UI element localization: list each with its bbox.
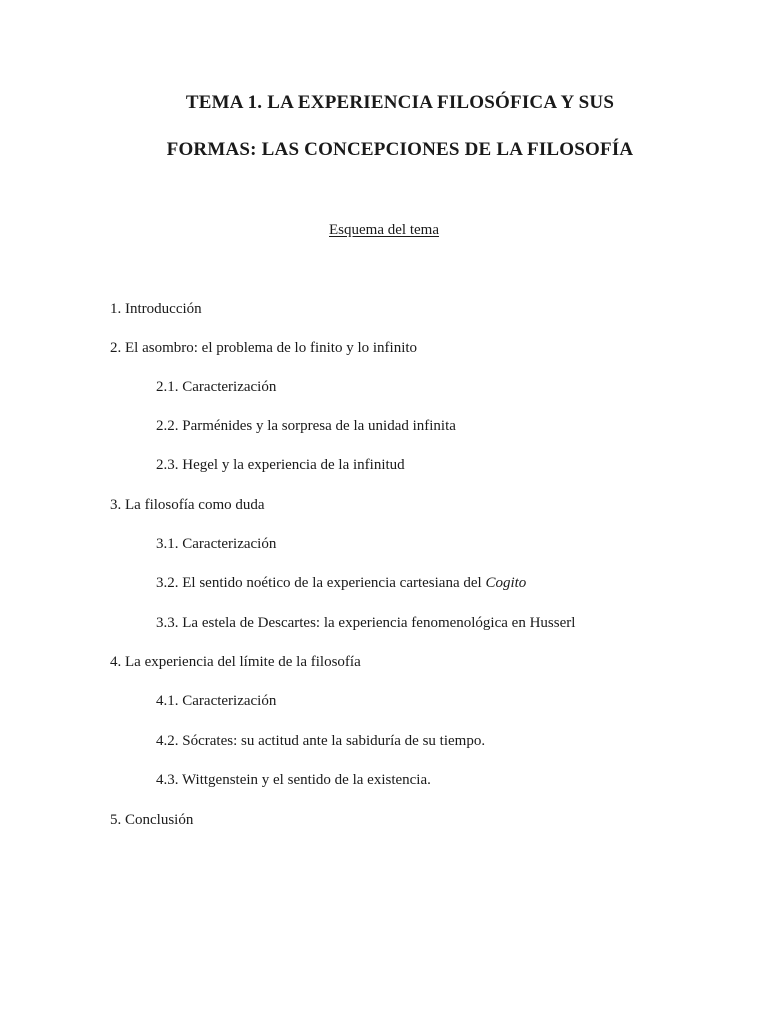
outline-subitem xyxy=(156,575,526,592)
outline-subitem: 2.1. Caracterización xyxy=(156,379,277,395)
outline-subitem: 2.3. Hegel y la experiencia de la infinitud xyxy=(156,457,405,473)
document-title-line-2: FORMAS: LAS CONCEPCIONES DE LA FILOSOFÍA xyxy=(166,139,634,160)
outline-heading-text: Esquema del tema xyxy=(329,222,439,238)
document-title-line-1: TEMA 1. LA EXPERIENCIA FILOSÓFICA Y SUS xyxy=(185,92,615,113)
outline-item: 3. La filosofía como duda xyxy=(110,497,265,513)
outline-item: 5. Conclusión xyxy=(110,812,194,828)
outline-item: 4. La experiencia del límite de la filosofía xyxy=(110,654,361,670)
outline-subitem: 3.1. Caracterización xyxy=(156,536,277,552)
outline-subitem: 4.1. Caracterización xyxy=(156,693,277,709)
outline-item: 2. El asombro: el problema de lo finito y lo infinito xyxy=(110,340,418,356)
outline-subitem-text: 3.2. El sentido noético de la experiencia cartesiana del xyxy=(156,575,486,591)
outline-subitem-emphasis: Cogito xyxy=(485,575,527,591)
outline-subitem: 4.2. Sócrates: su actitud ante la sabiduría de su tiempo. xyxy=(156,733,486,749)
outline-subitem: 4.3. Wittgenstein y el sentido de la existencia. xyxy=(156,772,431,788)
outline-subitem: 3.3. La estela de Descartes: la experiencia fenomenológica en Husserl xyxy=(156,615,576,631)
outline-item: 1. Introducción xyxy=(110,301,202,317)
outline-subitem: 2.2. Parménides y la sorpresa de la unidad infinita xyxy=(156,418,456,434)
outline-heading xyxy=(0,222,768,239)
